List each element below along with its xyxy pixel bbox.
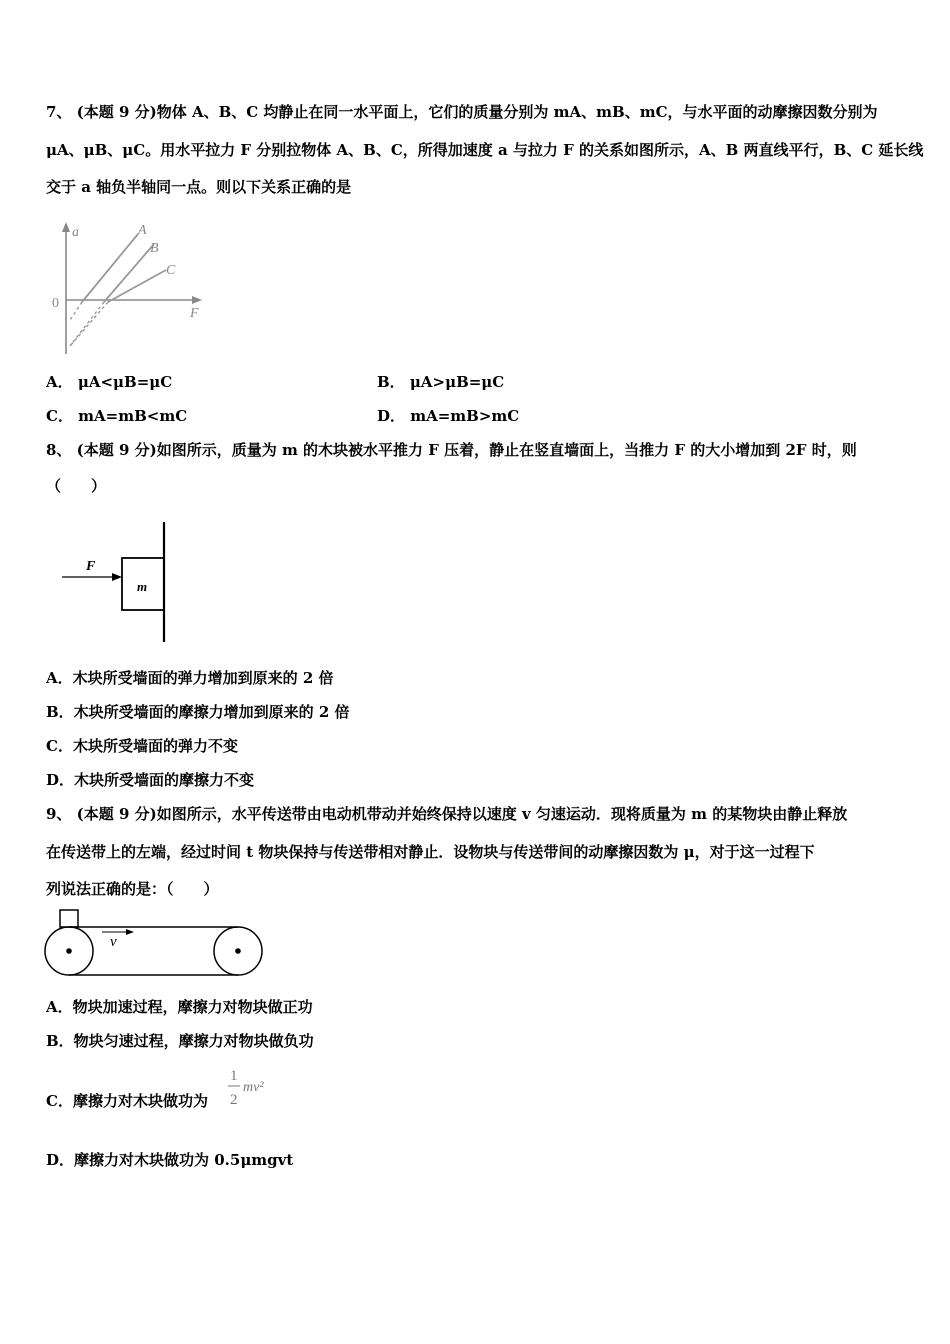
- q9-option-c[interactable]: C．摩擦力对木块做功为: [46, 1092, 208, 1110]
- q9-text-line3: 列说法正确的是：（ ）: [46, 880, 219, 898]
- q7-graph: [42, 214, 212, 359]
- q9-option-c-formula: [226, 1064, 282, 1112]
- q7-graph-line-b: B: [150, 241, 159, 256]
- q7-option-a[interactable]: A． μA<μB=μC: [46, 373, 173, 391]
- q7-option-b[interactable]: B． μA>μB=μC: [377, 373, 505, 391]
- q9-text-line1: 9、 (本题 9 分)如图所示，水平传送带由电动机带动并始终保持以速度 v 匀速运动．现将质量为 m 的某物块由静止释放: [46, 805, 848, 823]
- q9-option-a[interactable]: A．物块加速过程，摩擦力对物块做正功: [46, 998, 313, 1016]
- q8-text-line2: （ ）: [46, 477, 107, 495]
- q9-conveyor-figure: [42, 906, 267, 980]
- q8-block-label: m: [137, 579, 148, 594]
- q7-graph-line-a: A: [138, 223, 147, 238]
- q7-option-d[interactable]: D． mA=mB>mC: [377, 407, 520, 425]
- q7-graph-xlabel: F: [190, 306, 199, 321]
- q9-option-b[interactable]: B．物块匀速过程，摩擦力对物块做负功: [46, 1032, 314, 1050]
- q8-option-a[interactable]: A．木块所受墙面的弹力增加到原来的 2 倍: [46, 669, 334, 687]
- q7-text-line2: μA、μB、μC。用水平拉力 F 分别拉物体 A、B、C，所得加速度 a 与拉力 F 的关系如图所示，A、B 两直线平行，B、C 延长线: [46, 141, 924, 159]
- q9-formula-denominator: 2: [230, 1092, 238, 1108]
- q8-option-c[interactable]: C．木块所受墙面的弹力不变: [46, 737, 238, 755]
- q9-text-line2: 在传送带上的左端，经过时间 t 物块保持与传送带相对静止．设物块与传送带间的动摩擦因数为 μ，对于这一过程下: [46, 843, 815, 861]
- q7-graph-origin: 0: [52, 296, 59, 311]
- q7-text-line3: 交于 a 轴负半轴同一点。则以下关系正确的是: [46, 178, 352, 196]
- q9-option-d[interactable]: D．摩擦力对木块做功为 0.5μmgvt: [46, 1151, 294, 1169]
- q7-text-line1: 7、 (本题 9 分)物体 A、B、C 均静止在同一水平面上，它们的质量分别为 mA、mB、mC，与水平面的动摩擦因数分别为: [46, 103, 878, 121]
- q8-text-line1: 8、 (本题 9 分)如图所示，质量为 m 的木块被水平推力 F 压着，静止在竖直墙面上，当推力 F 的大小增加到 2F 时，则: [46, 441, 857, 459]
- q8-figure: [60, 520, 180, 645]
- q8-option-b[interactable]: B．木块所受墙面的摩擦力增加到原来的 2 倍: [46, 703, 350, 721]
- q7-graph-ylabel: a: [72, 225, 79, 240]
- q9-formula-numerator: 1: [230, 1068, 238, 1084]
- q9-formula-expression: mv²: [243, 1080, 264, 1095]
- q7-option-c[interactable]: C． mA=mB<mC: [46, 407, 188, 425]
- q8-option-d[interactable]: D．木块所受墙面的摩擦力不变: [46, 771, 255, 789]
- q8-force-label: F: [86, 559, 96, 574]
- q9-velocity-label: v: [110, 934, 117, 950]
- q7-graph-line-c: C: [166, 263, 176, 278]
